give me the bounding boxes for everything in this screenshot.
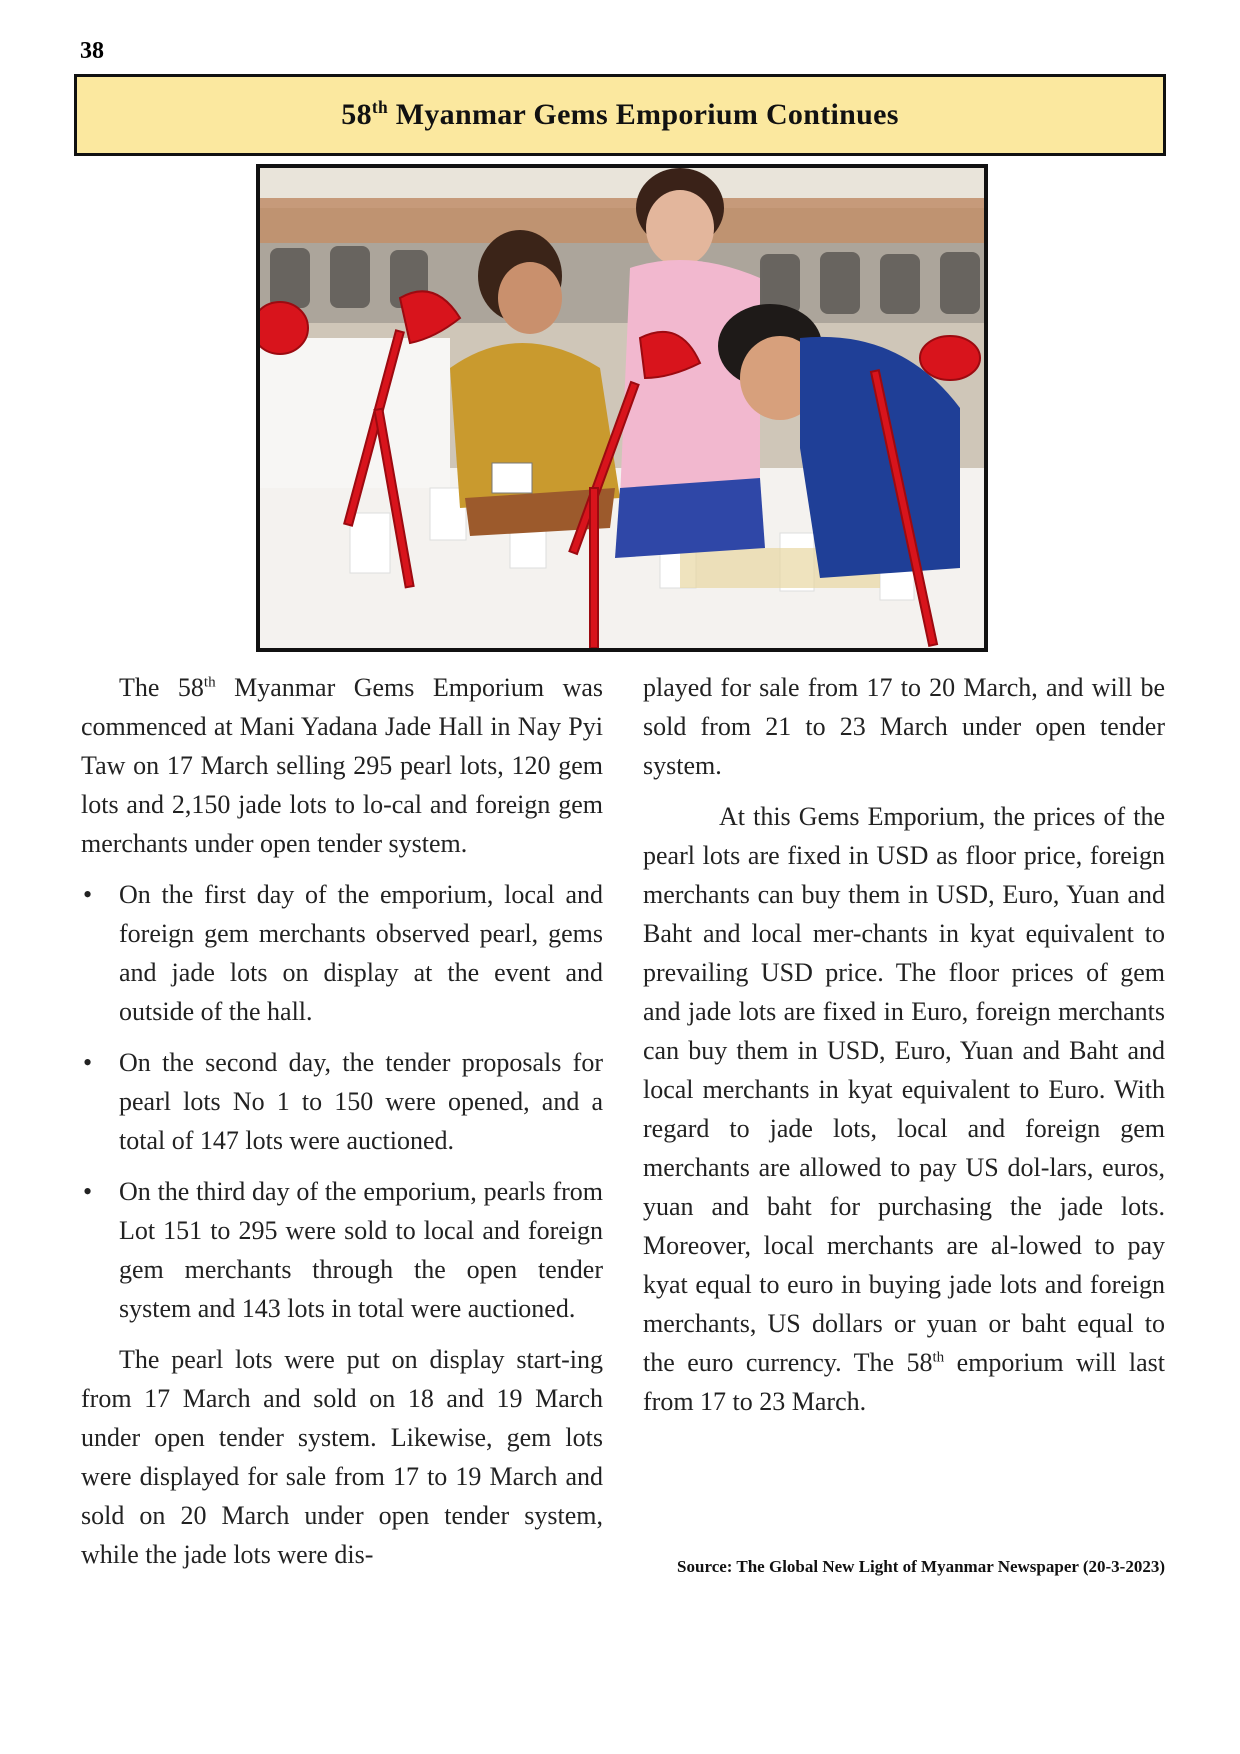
prices-end: emporium will last from 17 to 23 March. xyxy=(643,1348,1165,1416)
page-number: 38 xyxy=(80,38,104,64)
prices-paragraph xyxy=(643,797,1165,1421)
bullet-list xyxy=(81,875,603,1328)
prices-text: At this Gems Emporium, the prices of the pearl lots are fixed in USD as floor price, foreign merchants can buy them in USD, Euro, Yuan and Baht and local mer-chants in kyat equivalent to prevailing USD price. The floor prices of gem and jade lots are fixed in Euro, foreign merchants can buy them in USD, Euro, Yuan and Baht and local merchants in kyat equivalent to Euro. With regard to jade lots, local and foreign gem merchants are allowed to pay US dol-lars, euros, yuan and baht for purchasing the jade lots. Moreover, local merchants are al-lowed to pay kyat equal to euro in buying jade lots and foreign merchants, US dollars or yuan or baht equal to the euro currency. The 58 xyxy=(643,802,1165,1377)
schedule-paragraph: The pearl lots were put on display start-ing from 17 March and sold on 18 and 19 March under open tender system. Likewise, gem lots were displayed for sale from 17 to 19 March and sold on 20 March under open tender system, while the jade lots were dis- xyxy=(81,1345,603,1569)
bullet-item xyxy=(81,875,603,1031)
title-sup: th xyxy=(371,97,388,117)
intro-rest: Myanmar Gems Emporium was commenced at Mani Yadana Jade Hall in Nay Pyi Taw on 17 March selling 295 pearl lots, 120 gem lots and 2,150 jade lots to lo-cal and foreign gem merchants under open tender system. xyxy=(81,673,604,858)
title-rest: Myanmar Gems Emporium Continues xyxy=(387,98,899,131)
emporium-photo xyxy=(256,164,988,652)
right-column xyxy=(643,668,1165,1421)
bullet-item xyxy=(81,1043,603,1160)
left-column xyxy=(81,668,603,1574)
schedule-paragraph-continued: played for sale from 17 to 20 March, and will be sold from 21 to 23 March under open tender system. xyxy=(643,673,1165,780)
title-banner xyxy=(74,74,1166,156)
intro-sup: th xyxy=(203,674,216,691)
intro-start: The 58 xyxy=(119,673,204,702)
bullet-item xyxy=(81,1172,603,1328)
bullet-text: On the third day of the emporium, pearls from Lot 151 to 295 were sold to local and foreign gem merchants through the open tender system and 143 lots in total were auctioned. xyxy=(119,1177,603,1323)
title-prefix: 58 xyxy=(341,98,372,131)
bullet-dot: • xyxy=(83,1048,93,1077)
page-title xyxy=(341,98,898,132)
bullet-text: On the second day, the tender proposals for pearl lots No 1 to 150 were opened, and a total of 147 lots were auctioned. xyxy=(119,1048,603,1155)
photo-illustration xyxy=(260,168,984,648)
bullet-text: On the first day of the emporium, local and foreign gem merchants observed pearl, gems and jade lots on display at the event and outside of the hall. xyxy=(119,880,603,1026)
bullet-dot: • xyxy=(83,880,93,909)
bullet-dot: • xyxy=(83,1177,93,1206)
intro-paragraph xyxy=(81,668,603,863)
prices-sup: th xyxy=(932,1349,945,1366)
source-citation: Source: The Global New Light of Myanmar Newspaper (20-3-2023) xyxy=(677,1557,1165,1576)
